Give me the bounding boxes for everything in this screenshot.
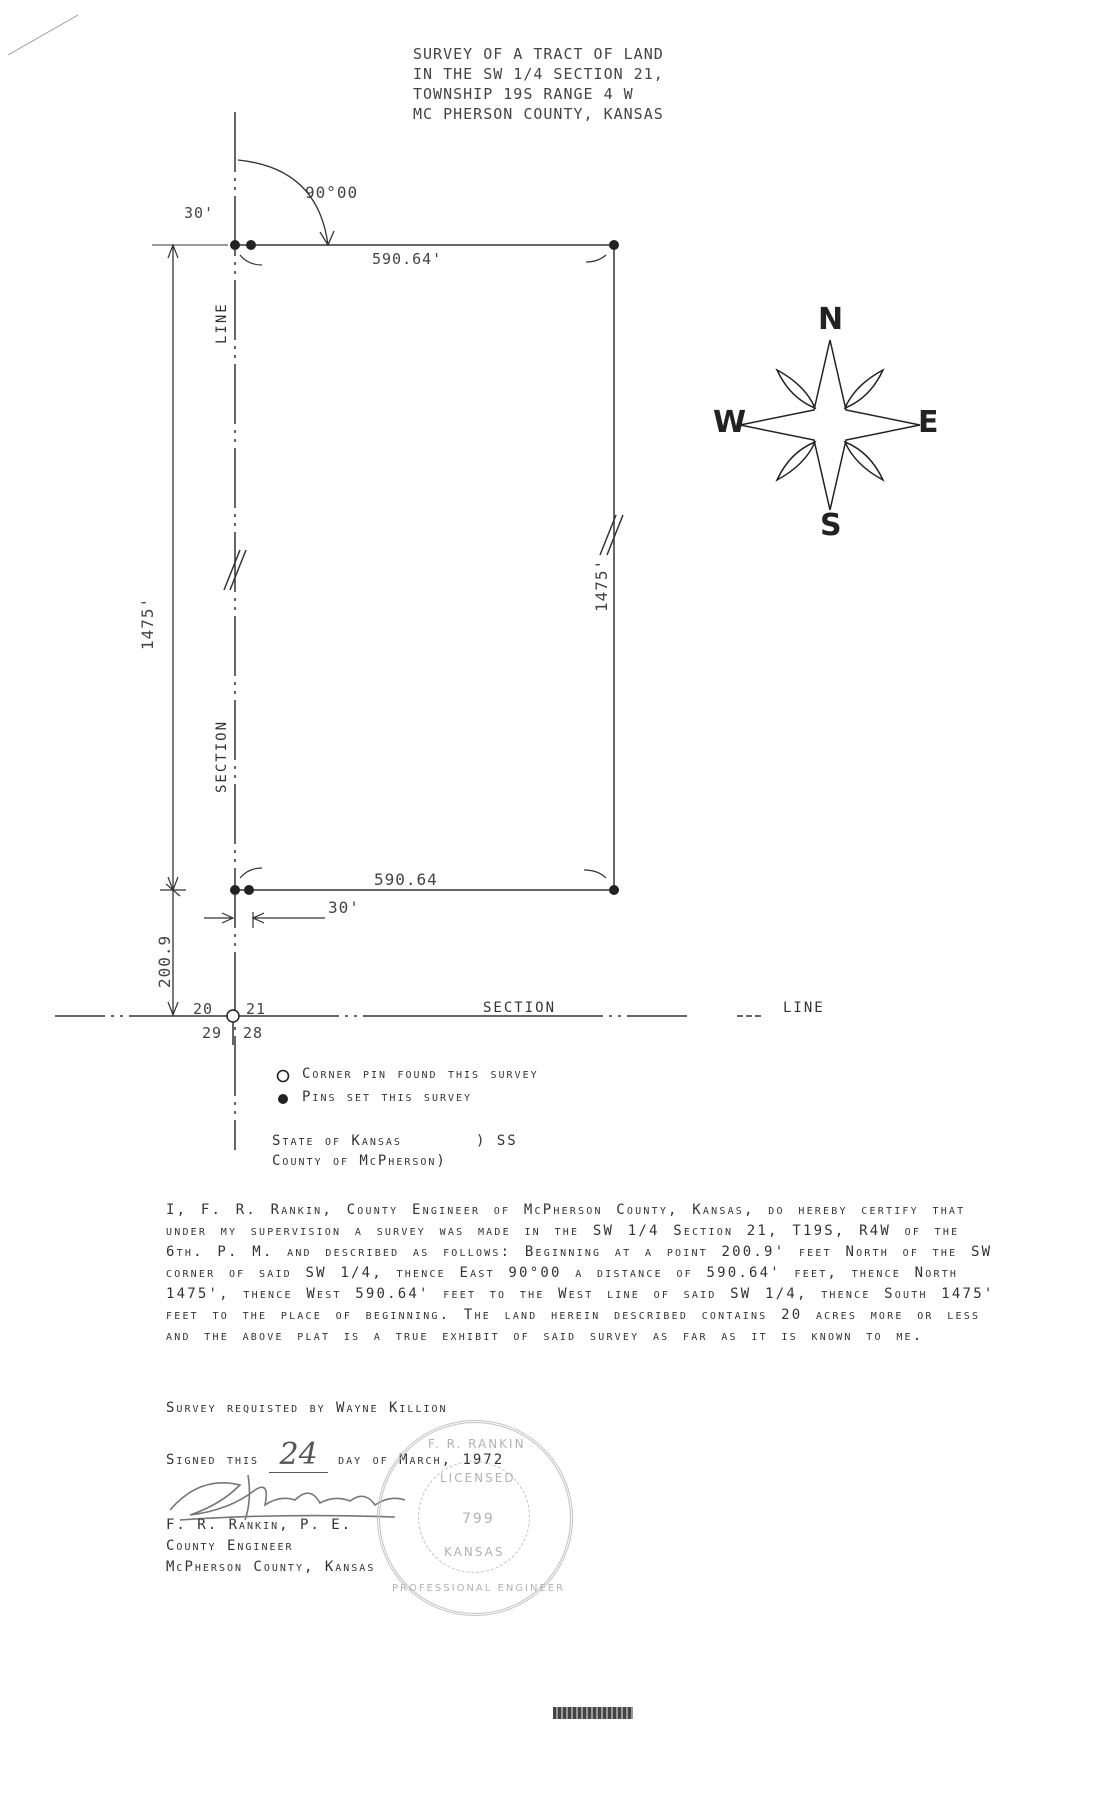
venue-state: State of Kansas: [272, 1133, 402, 1149]
angle-arc: [238, 160, 328, 245]
pin-set-nw-2: [246, 240, 256, 250]
title-line-4: MC PHERSON COUNTY, KANSAS: [413, 105, 664, 123]
section-number-28: 28: [243, 1024, 264, 1042]
signer-county: McPherson County, Kansas: [166, 1559, 376, 1575]
compass-ray-se: [845, 442, 883, 480]
compass-ray-nw: [777, 370, 815, 408]
signed-prefix: Signed this: [166, 1452, 260, 1468]
requested-by: Survey requisted by Wayne Killion: [166, 1400, 448, 1416]
compass-east: E: [918, 405, 940, 440]
legend-found-text: Corner pin found this survey: [302, 1066, 539, 1082]
section-number-21: 21: [246, 1000, 267, 1018]
title-line-1: SURVEY OF A TRACT OF LAND: [413, 45, 664, 63]
section-number-20: 20: [193, 1000, 214, 1018]
stray-mark: [8, 15, 78, 55]
footer-stamp: [553, 1707, 633, 1719]
compass-ray-ne: [845, 370, 883, 408]
pin-set-se: [609, 885, 619, 895]
pin-set-ne: [609, 240, 619, 250]
compass-ray-sw: [777, 442, 815, 480]
angle-label: 90°00: [305, 183, 359, 202]
corner-arrow-se: [584, 870, 606, 878]
south-offset-dim-label: 200.9: [155, 934, 174, 988]
corner-arrow-nw: [240, 255, 262, 265]
legend-found-symbol: [278, 1071, 289, 1082]
pin-set-sw-2: [244, 885, 254, 895]
seal-profession: PROFESSIONAL ENGINEER: [392, 1583, 566, 1594]
offset-top-label: 30': [184, 204, 215, 222]
title-line-3: TOWNSHIP 19S RANGE 4 W: [413, 85, 634, 103]
south-line-length: 590.64: [374, 870, 438, 889]
signed-day: 24: [269, 1437, 327, 1473]
pin-set-sw: [230, 885, 240, 895]
compass-south: S: [820, 508, 843, 543]
seal-name: F. R. RANKIN: [428, 1437, 526, 1451]
corner-arrow-sw: [240, 868, 262, 878]
compass-rose: [740, 340, 920, 510]
east-line-length: 1475': [592, 558, 611, 612]
seal-number: 799: [462, 1511, 495, 1527]
corner-arrow-ne: [586, 255, 606, 262]
signer-title: County Engineer: [166, 1538, 294, 1554]
seal-state: KANSAS: [444, 1545, 505, 1559]
offset-30-bottom-label: 30': [328, 898, 360, 917]
pin-set-nw: [230, 240, 240, 250]
compass-west: W: [713, 405, 748, 440]
signer-name: F. R. Rankin, P. E.: [166, 1517, 353, 1533]
venue-ss: ) SS: [476, 1133, 518, 1149]
venue-county: County of McPherson): [272, 1153, 447, 1169]
north-line-length: 590.64': [372, 250, 443, 268]
section-number-29: 29: [202, 1024, 223, 1042]
compass-star: [740, 340, 920, 510]
signed-suffix: day of March, 1972: [338, 1452, 505, 1468]
south-line-label-section: SECTION: [483, 1000, 557, 1016]
west-dim-label: 1475': [138, 596, 157, 650]
legend-set-text: Pins set this survey: [302, 1089, 473, 1105]
legend-set-symbol: [278, 1094, 288, 1104]
title-line-2: IN THE SW 1/4 SECTION 21,: [413, 65, 664, 83]
engineer-seal: [377, 1420, 573, 1616]
south-line-label-line: LINE: [783, 1000, 825, 1016]
seal-licensed: LICENSED: [440, 1471, 516, 1485]
west-line-label-section: SECTION: [214, 719, 230, 793]
west-line-label-line: LINE: [214, 302, 230, 344]
pin-found-section-corner: [227, 1010, 239, 1022]
compass-north: N: [818, 302, 845, 337]
certification-text: I, F. R. Rankin, County Engineer of McPherson County, Kansas, do hereby certify that under my supervision a survey was made in the SW 1/4 Section 21, T19S, R4W of the 6th. P. M. and described as follows: Beginning at a point 200.9' feet North of the SW corner of said SW 1/4, thence East 90°00 a distance of 590.64' feet, thence North 1475', thence West 590.64' feet to the West line of said SW 1/4, thence South 1475' feet to the place of beginning. The land herein described contains 20 acres more or less and the above plat is a true exhibit of said survey as far as it is known to me.: [166, 1202, 995, 1344]
